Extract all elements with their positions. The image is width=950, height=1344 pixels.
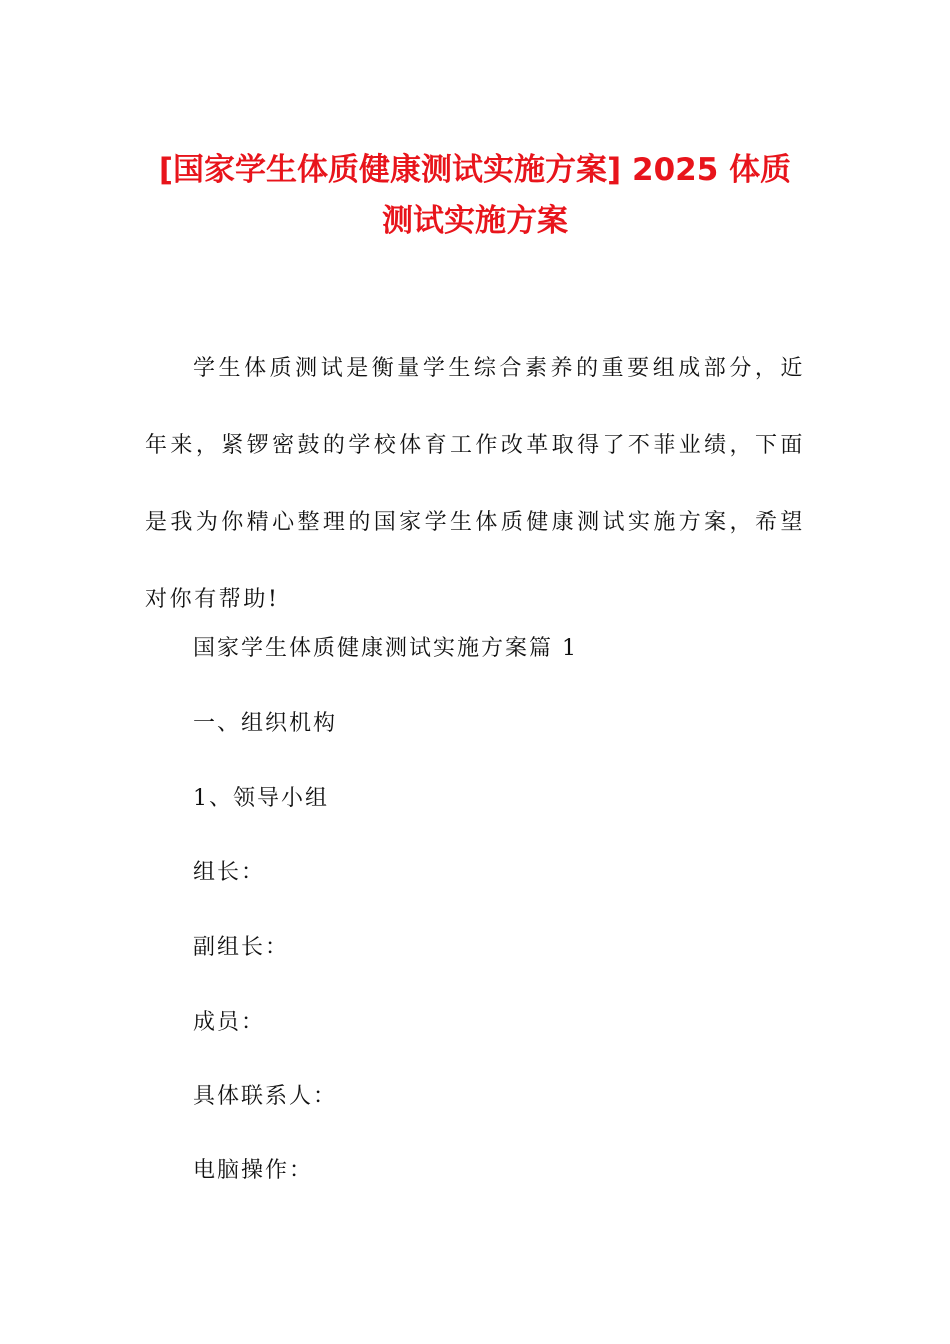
section-heading: 国家学生体质健康测试实施方案篇 1 [193, 636, 578, 661]
part-one-heading: 一、组织机构 [193, 711, 338, 736]
title-line-2: 测试实施方案 [382, 203, 568, 239]
deputy-leader-line: 副组长： [193, 935, 290, 960]
leader-line: 组长： [193, 860, 266, 885]
document-title [120, 145, 830, 247]
computer-operator-line: 电脑操作： [193, 1158, 314, 1183]
contact-line: 具体联系人： [193, 1084, 338, 1109]
members-line: 成员： [193, 1010, 266, 1035]
item-one-heading: 1、领导小组 [193, 786, 329, 811]
intro-paragraph: 学生体质测试是衡量学生综合素养的重要组成部分，近年来，紧锣密鼓的学校体育工作改革取得了不菲业绩，下面是我为你精心整理的国家学生体质健康测试实施方案，希望对你有帮助! [145, 356, 805, 612]
title-line-1: [国家学生体质健康测试实施方案] 2025 体质 [158, 152, 792, 188]
